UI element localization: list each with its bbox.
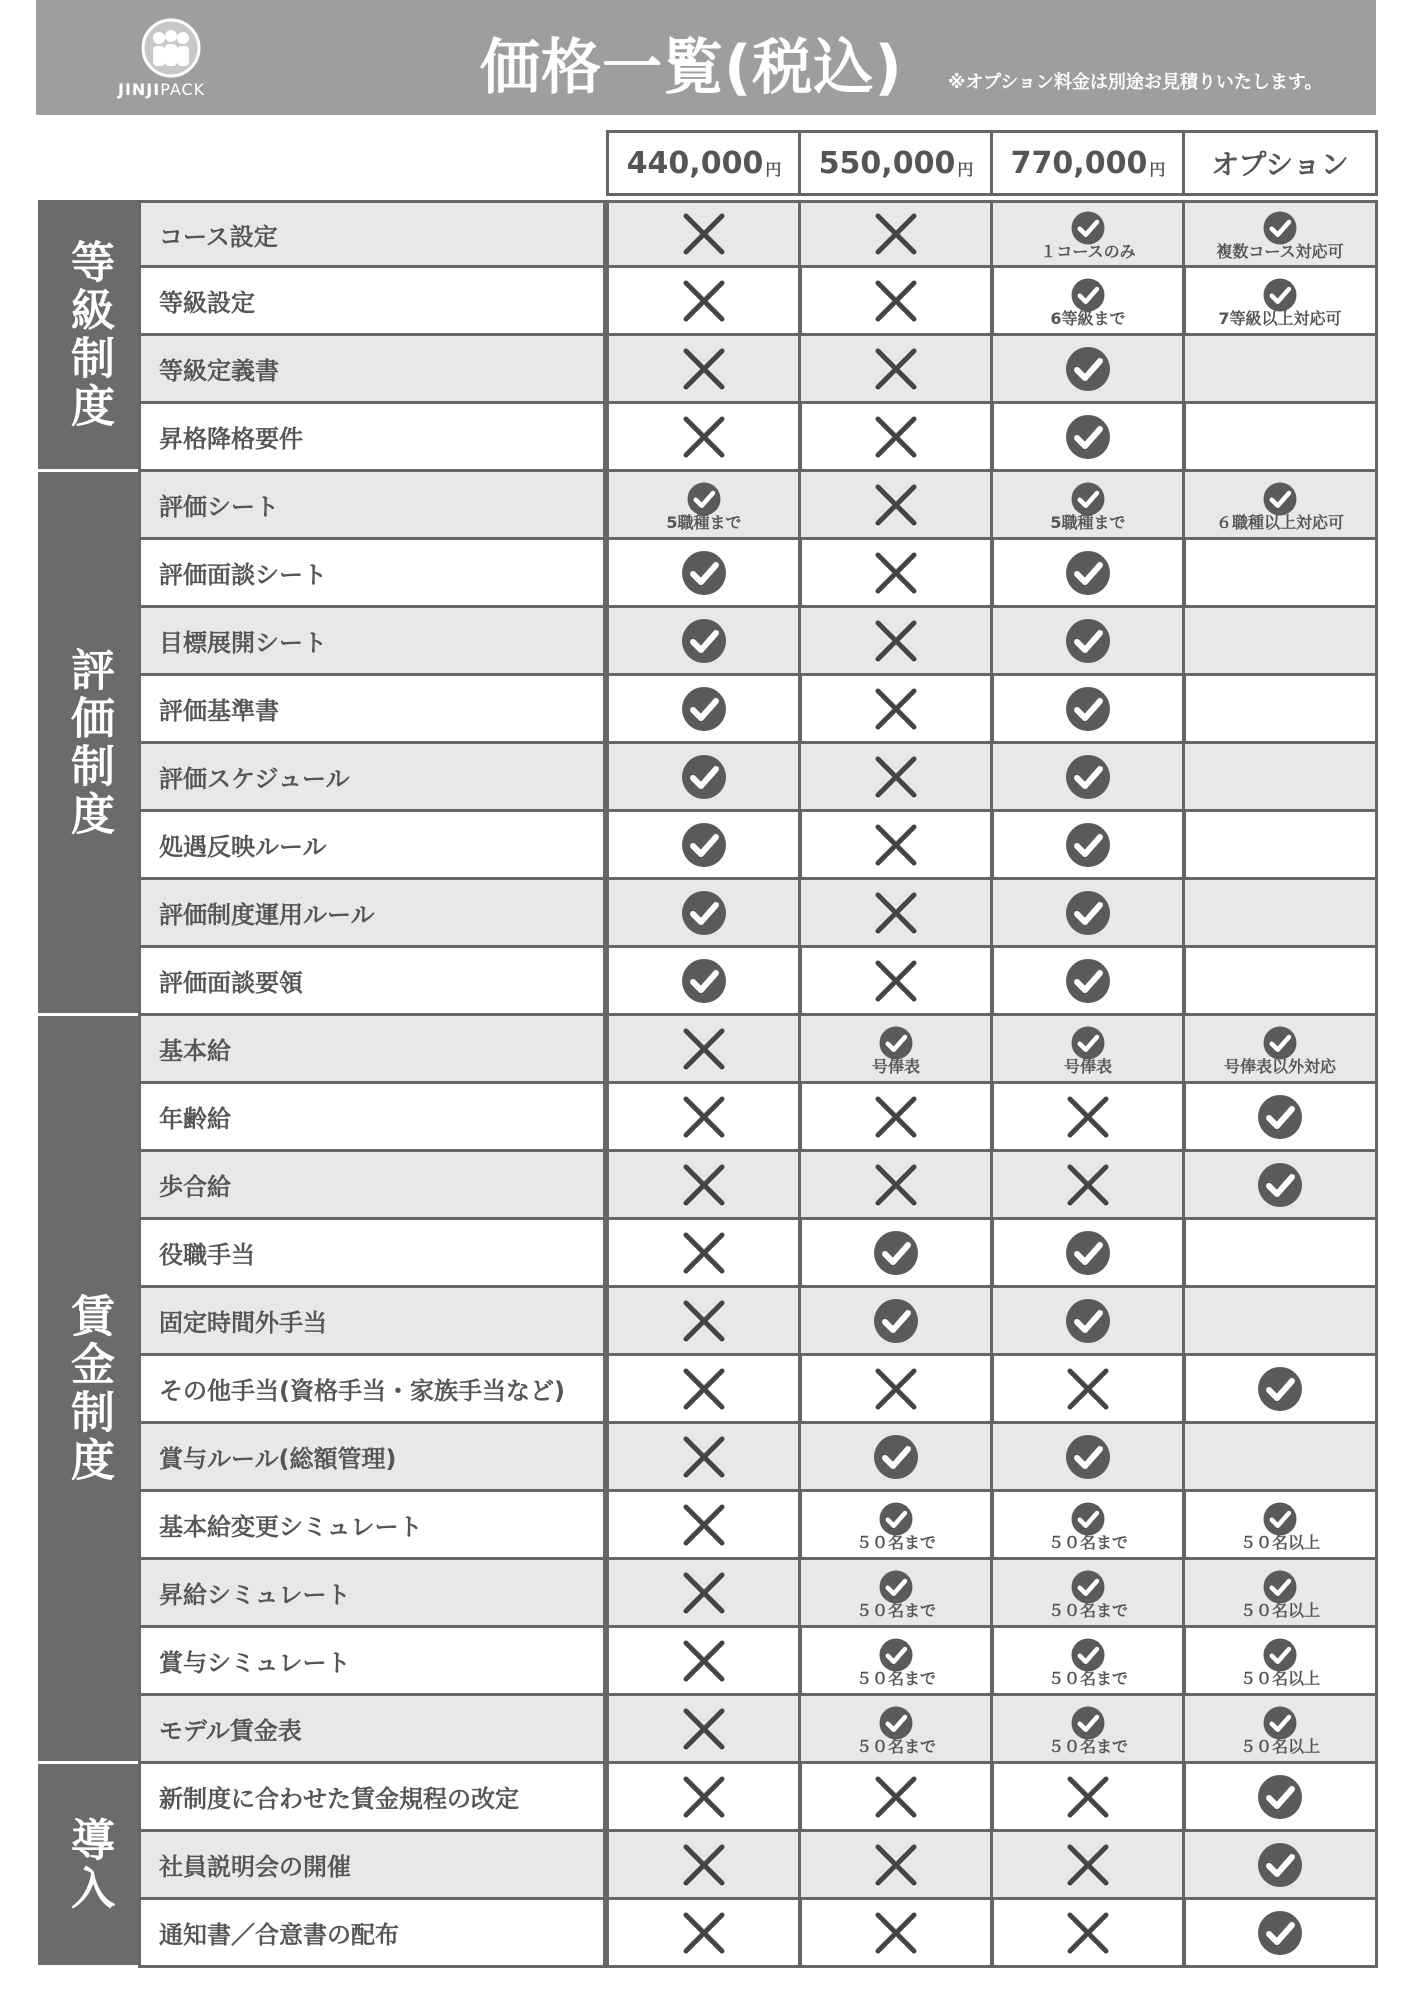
row-label: 基本給 <box>138 1016 606 1084</box>
table-row <box>138 200 1378 268</box>
page-header <box>36 0 1376 115</box>
plan-cell <box>606 676 802 744</box>
plan-cell <box>798 1560 994 1628</box>
plan-cell <box>606 1356 802 1424</box>
cross-icon <box>872 685 920 733</box>
cross-icon <box>680 1297 728 1345</box>
check-circle-icon <box>878 1025 914 1061</box>
plan-cell <box>798 1492 994 1560</box>
cross-icon <box>680 210 728 258</box>
plan-cell <box>1182 880 1378 948</box>
plan-cell <box>606 1492 802 1560</box>
row-label: 歩合給 <box>138 1152 606 1220</box>
check-circle-icon <box>680 889 728 937</box>
section-label <box>38 200 138 472</box>
check-circle-icon <box>1064 1433 1112 1481</box>
row-label: 昇給シミュレート <box>138 1560 606 1628</box>
table-row <box>138 472 1378 540</box>
check-circle-icon <box>1256 1841 1304 1889</box>
plan-cell <box>798 200 994 268</box>
plan-cell <box>798 744 994 812</box>
check-circle-icon <box>1064 617 1112 665</box>
check-circle-icon <box>1262 1637 1298 1673</box>
check-circle-icon <box>1262 481 1298 517</box>
row-label: 基本給変更シミュレート <box>138 1492 606 1560</box>
cell-note: ５０名まで <box>1047 1668 1128 1688</box>
plan-cell <box>798 1832 994 1900</box>
cross-icon <box>680 1705 728 1753</box>
price-unit: 円 <box>1149 159 1166 179</box>
table-row <box>138 404 1378 472</box>
plan-cell <box>606 1016 802 1084</box>
people-icon <box>141 18 201 78</box>
cross-icon <box>680 1365 728 1413</box>
plan-cell <box>990 540 1186 608</box>
plan-cell <box>798 1424 994 1492</box>
plan-cell <box>606 472 802 540</box>
check-circle-icon <box>1064 1297 1112 1345</box>
plan-cell <box>990 744 1186 812</box>
plan-cell <box>990 676 1186 744</box>
check-circle-icon <box>872 1297 920 1345</box>
row-label: 等級定義書 <box>138 336 606 404</box>
plan-cell <box>798 676 994 744</box>
cell-note: ５０名まで <box>855 1668 936 1688</box>
check-circle-icon <box>878 1501 914 1537</box>
plan-cell <box>1182 1084 1378 1152</box>
check-circle-icon <box>1262 277 1298 313</box>
plan-cell <box>990 268 1186 336</box>
row-label: 社員説明会の開催 <box>138 1832 606 1900</box>
plan-cell <box>798 1288 994 1356</box>
cross-icon <box>872 1161 920 1209</box>
cell-note: 6等級まで <box>1050 308 1126 328</box>
plan-cell <box>798 1084 994 1152</box>
check-circle-icon <box>1064 1229 1112 1277</box>
plan-cell <box>1182 268 1378 336</box>
cross-icon <box>1064 1365 1112 1413</box>
row-label: 賞与シミュレート <box>138 1628 606 1696</box>
table-row <box>138 1832 1378 1900</box>
section-label <box>38 472 138 1016</box>
cross-icon <box>872 617 920 665</box>
price-unit: 円 <box>957 159 974 179</box>
check-circle-icon <box>680 617 728 665</box>
price-value: 550,000 <box>818 145 956 181</box>
plan-cell <box>990 1152 1186 1220</box>
check-circle-icon <box>1256 1161 1304 1209</box>
cell-note: 5職種まで <box>666 512 742 532</box>
check-circle-icon <box>1070 210 1106 246</box>
cross-icon <box>680 413 728 461</box>
table-row <box>138 1560 1378 1628</box>
row-label: 処遇反映ルール <box>138 812 606 880</box>
check-circle-icon <box>680 753 728 801</box>
table-row <box>138 1900 1378 1968</box>
cross-icon <box>872 1841 920 1889</box>
plan-cell <box>606 812 802 880</box>
plan-cell <box>798 608 994 676</box>
column-header-2 <box>798 130 994 196</box>
plan-cell <box>1182 1560 1378 1628</box>
plan-cell <box>990 1560 1186 1628</box>
plan-cell <box>798 336 994 404</box>
table-row <box>138 1424 1378 1492</box>
table-row <box>138 1492 1378 1560</box>
plan-cell <box>1182 1764 1378 1832</box>
table-row <box>138 1016 1378 1084</box>
jinjipack-logo <box>106 18 236 103</box>
cross-icon <box>872 1365 920 1413</box>
cross-icon <box>1064 1841 1112 1889</box>
check-circle-icon <box>878 1637 914 1673</box>
cross-icon <box>680 345 728 393</box>
plan-cell <box>1182 1832 1378 1900</box>
plan-cell <box>798 1900 994 1968</box>
row-label: 年齢給 <box>138 1084 606 1152</box>
row-label: 評価面談要領 <box>138 948 606 1016</box>
table-row <box>138 1764 1378 1832</box>
row-label: 役職手当 <box>138 1220 606 1288</box>
plan-cell <box>990 472 1186 540</box>
table-row <box>138 948 1378 1016</box>
cross-icon <box>872 889 920 937</box>
row-label: 昇格降格要件 <box>138 404 606 472</box>
plan-cell <box>1182 608 1378 676</box>
plan-cell <box>798 268 994 336</box>
cross-icon <box>872 481 920 529</box>
check-circle-icon <box>680 549 728 597</box>
plan-cell <box>990 1016 1186 1084</box>
plan-cell <box>1182 404 1378 472</box>
row-label: コース設定 <box>138 200 606 268</box>
cell-note: ５０名まで <box>855 1600 936 1620</box>
check-circle-icon <box>1070 1501 1106 1537</box>
row-label: 等級設定 <box>138 268 606 336</box>
check-circle-icon <box>1256 1773 1304 1821</box>
plan-cell <box>798 812 994 880</box>
plan-cell <box>990 1832 1186 1900</box>
table-row <box>138 608 1378 676</box>
plan-cell <box>798 1220 994 1288</box>
cross-icon <box>872 549 920 597</box>
plan-cell <box>1182 1220 1378 1288</box>
cross-icon <box>1064 1161 1112 1209</box>
cross-icon <box>680 1909 728 1957</box>
table-row <box>138 1696 1378 1764</box>
check-circle-icon <box>680 821 728 869</box>
plan-cell <box>1182 1016 1378 1084</box>
table-row <box>138 1084 1378 1152</box>
plan-cell <box>798 472 994 540</box>
row-label: その他手当(資格手当・家族手当など) <box>138 1356 606 1424</box>
check-circle-icon <box>1064 889 1112 937</box>
cell-note: 号俸表 <box>1063 1056 1112 1076</box>
plan-cell <box>606 1220 802 1288</box>
plan-cell <box>798 1764 994 1832</box>
check-circle-icon <box>872 1229 920 1277</box>
plan-cell <box>606 1560 802 1628</box>
table-row <box>138 540 1378 608</box>
plan-cell <box>606 608 802 676</box>
plan-cell <box>1182 948 1378 1016</box>
plan-cell <box>990 1288 1186 1356</box>
cell-note: ５０名まで <box>1047 1736 1128 1756</box>
cell-note: ５０名まで <box>855 1532 936 1552</box>
row-label: 固定時間外手当 <box>138 1288 606 1356</box>
plan-cell <box>606 1084 802 1152</box>
cross-icon <box>872 413 920 461</box>
cell-note: 号俸表以外対応 <box>1223 1056 1336 1076</box>
plan-cell <box>798 1016 994 1084</box>
cross-icon <box>680 1025 728 1073</box>
cross-icon <box>680 1637 728 1685</box>
column-header-3 <box>990 130 1186 196</box>
plan-cell <box>798 404 994 472</box>
check-circle-icon <box>1064 345 1112 393</box>
plan-cell <box>990 404 1186 472</box>
table-row <box>138 1220 1378 1288</box>
plan-cell <box>1182 1696 1378 1764</box>
plan-cell <box>606 1288 802 1356</box>
cell-note: ５０名以上 <box>1239 1600 1320 1620</box>
plan-cell <box>606 1152 802 1220</box>
plan-cell <box>990 200 1186 268</box>
plan-cell <box>1182 676 1378 744</box>
plan-cell <box>606 948 802 1016</box>
check-circle-icon <box>1256 1093 1304 1141</box>
plan-cell <box>1182 1356 1378 1424</box>
row-label: 評価面談シート <box>138 540 606 608</box>
plan-cell <box>798 540 994 608</box>
price-value: 440,000 <box>626 145 764 181</box>
cross-icon <box>680 1773 728 1821</box>
cell-note: 7等級以上対応可 <box>1218 308 1342 328</box>
row-label: 通知書／合意書の配布 <box>138 1900 606 1968</box>
plan-cell <box>1182 1628 1378 1696</box>
cell-note: 号俸表 <box>871 1056 920 1076</box>
row-label: モデル賃金表 <box>138 1696 606 1764</box>
cell-note: ５０名まで <box>855 1736 936 1756</box>
plan-cell <box>606 1764 802 1832</box>
check-circle-icon <box>1070 277 1106 313</box>
plan-cell <box>990 1628 1186 1696</box>
check-circle-icon <box>1262 1569 1298 1605</box>
column-header-1 <box>606 130 802 196</box>
plan-cell <box>798 948 994 1016</box>
cross-icon <box>680 1433 728 1481</box>
plan-cell <box>606 268 802 336</box>
check-circle-icon <box>872 1433 920 1481</box>
plan-cell <box>606 336 802 404</box>
check-circle-icon <box>1262 1025 1298 1061</box>
cross-icon <box>680 1569 728 1617</box>
table-row <box>138 1628 1378 1696</box>
cross-icon <box>872 345 920 393</box>
table-row <box>138 676 1378 744</box>
row-label: 評価スケジュール <box>138 744 606 812</box>
cross-icon <box>680 1841 728 1889</box>
plan-cell <box>990 812 1186 880</box>
plan-cell <box>990 880 1186 948</box>
plan-cell <box>1182 812 1378 880</box>
cross-icon <box>872 277 920 325</box>
cell-note: １コースのみ <box>1040 242 1136 261</box>
plan-cell <box>798 1356 994 1424</box>
option-note: ※オプション料金は別途お見積りいたします。 <box>948 72 1323 93</box>
cross-icon <box>680 1501 728 1549</box>
section-label-text: 賃金制度 <box>63 1292 114 1485</box>
plan-cell <box>1182 336 1378 404</box>
cross-icon <box>680 1161 728 1209</box>
check-circle-icon <box>1256 1365 1304 1413</box>
plan-cell <box>1182 200 1378 268</box>
table-row <box>138 812 1378 880</box>
cross-icon <box>1064 1093 1112 1141</box>
table-row <box>138 880 1378 948</box>
check-circle-icon <box>1064 549 1112 597</box>
cross-icon <box>872 1773 920 1821</box>
plan-cell <box>606 1628 802 1696</box>
cell-note: ６職種以上対応可 <box>1215 512 1344 532</box>
check-circle-icon <box>686 481 722 517</box>
check-circle-icon <box>878 1569 914 1605</box>
cross-icon <box>680 277 728 325</box>
cell-note: ５０名まで <box>1047 1532 1128 1552</box>
plan-cell <box>990 948 1186 1016</box>
row-label: 評価基準書 <box>138 676 606 744</box>
cell-note: ５０名以上 <box>1239 1736 1320 1756</box>
logo-wordmark: JINJIPACK <box>118 80 206 99</box>
cross-icon <box>872 210 920 258</box>
plan-cell <box>606 540 802 608</box>
plan-cell <box>798 880 994 948</box>
plan-cell <box>990 336 1186 404</box>
plan-cell <box>1182 472 1378 540</box>
plan-cell <box>990 1900 1186 1968</box>
check-circle-icon <box>1256 1909 1304 1957</box>
cross-icon <box>872 1909 920 1957</box>
check-circle-icon <box>1064 957 1112 1005</box>
plan-cell <box>1182 1900 1378 1968</box>
plan-cell <box>798 1628 994 1696</box>
check-circle-icon <box>1064 685 1112 733</box>
plan-cell <box>1182 540 1378 608</box>
plan-cell <box>990 1220 1186 1288</box>
cell-note: 5職種まで <box>1050 512 1126 532</box>
plan-cell <box>606 200 802 268</box>
check-circle-icon <box>878 1705 914 1741</box>
price-unit: 円 <box>765 159 782 179</box>
page-title: 価格一覧(税込) <box>480 33 903 103</box>
check-circle-icon <box>1070 1705 1106 1741</box>
plan-cell <box>606 1424 802 1492</box>
section-label <box>38 1016 138 1764</box>
price-value: 770,000 <box>1010 145 1148 181</box>
cell-note: ５０名以上 <box>1239 1532 1320 1552</box>
check-circle-icon <box>680 957 728 1005</box>
plan-cell <box>990 1492 1186 1560</box>
check-circle-icon <box>1064 821 1112 869</box>
check-circle-icon <box>1070 481 1106 517</box>
plan-cell <box>1182 1152 1378 1220</box>
plan-cell <box>1182 1288 1378 1356</box>
check-circle-icon <box>1064 753 1112 801</box>
plan-cell <box>606 1900 802 1968</box>
check-circle-icon <box>680 685 728 733</box>
cross-icon <box>680 1229 728 1277</box>
plan-cell <box>1182 744 1378 812</box>
check-circle-icon <box>1070 1637 1106 1673</box>
plan-cell <box>606 1832 802 1900</box>
plan-cell <box>990 1356 1186 1424</box>
plan-cell <box>606 744 802 812</box>
table-row <box>138 744 1378 812</box>
table-row <box>138 1152 1378 1220</box>
cross-icon <box>1064 1909 1112 1957</box>
plan-cell <box>990 608 1186 676</box>
cross-icon <box>872 753 920 801</box>
cross-icon <box>872 1093 920 1141</box>
cell-note: 複数コース対応可 <box>1216 242 1344 261</box>
section-label-text: 導入 <box>63 1816 114 1913</box>
plan-cell <box>606 404 802 472</box>
cell-note: ５０名以上 <box>1239 1668 1320 1688</box>
cross-icon <box>1064 1773 1112 1821</box>
check-circle-icon <box>1070 1569 1106 1605</box>
section-label-text: 等級制度 <box>63 238 114 431</box>
column-header-4: オプション <box>1182 130 1378 196</box>
table-row <box>138 1288 1378 1356</box>
section-label <box>38 1764 138 1968</box>
plan-cell <box>1182 1492 1378 1560</box>
plan-cell <box>1182 1424 1378 1492</box>
cross-icon <box>872 957 920 1005</box>
table-row <box>138 336 1378 404</box>
row-label: 評価シート <box>138 472 606 540</box>
check-circle-icon <box>1070 1025 1106 1061</box>
row-label: 賞与ルール(総額管理) <box>138 1424 606 1492</box>
plan-cell <box>606 1696 802 1764</box>
plan-cell <box>990 1764 1186 1832</box>
cross-icon <box>872 821 920 869</box>
cell-note: ５０名まで <box>1047 1600 1128 1620</box>
cross-icon <box>680 1093 728 1141</box>
plan-cell <box>798 1696 994 1764</box>
plan-cell <box>990 1084 1186 1152</box>
table-row <box>138 1356 1378 1424</box>
check-circle-icon <box>1262 1501 1298 1537</box>
plan-cell <box>990 1696 1186 1764</box>
check-circle-icon <box>1262 210 1298 246</box>
check-circle-icon <box>1064 413 1112 461</box>
plan-cell <box>990 1424 1186 1492</box>
table-row <box>138 268 1378 336</box>
plan-cell <box>606 880 802 948</box>
plan-cell <box>798 1152 994 1220</box>
row-label: 評価制度運用ルール <box>138 880 606 948</box>
check-circle-icon <box>1262 1705 1298 1741</box>
row-label: 新制度に合わせた賃金規程の改定 <box>138 1764 606 1832</box>
row-label: 目標展開シート <box>138 608 606 676</box>
section-label-text: 評価制度 <box>63 646 114 839</box>
